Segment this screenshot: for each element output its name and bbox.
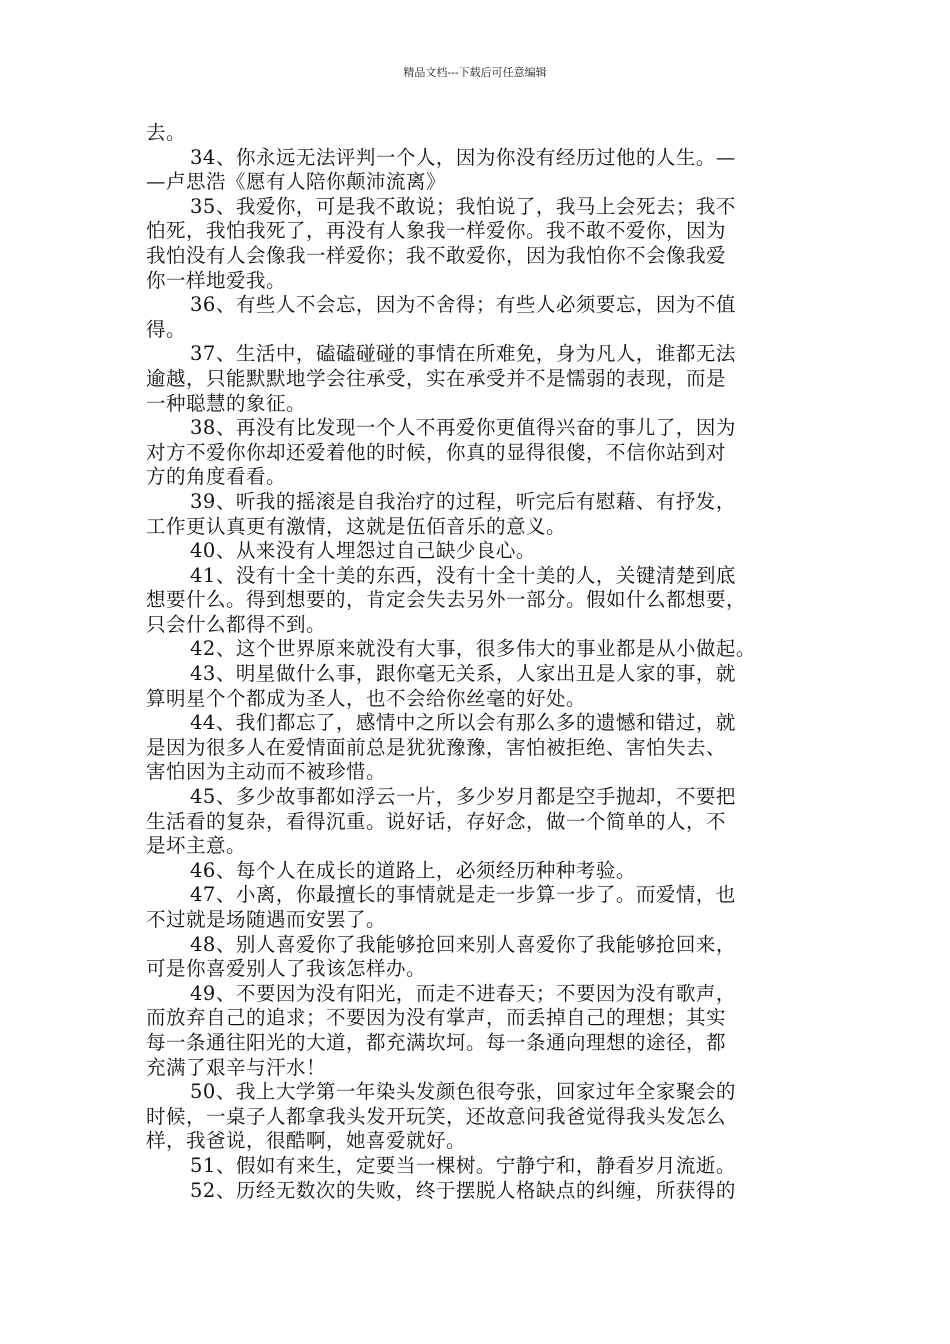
text-line: 只会什么都得不到。: [146, 612, 327, 636]
text-line: 一种聪慧的象征。: [146, 391, 307, 415]
text-line: 去。: [146, 121, 187, 144]
text-line: 样，我爸说，很酷啊，她喜爱就好。: [146, 1129, 467, 1153]
text-line: 49、不要因为没有阳光，而走不进春天；不要因为没有歌声，: [190, 981, 736, 1005]
text-line: 方的角度看看。: [146, 465, 287, 489]
text-line: 不过就是场随遇而安罢了。: [146, 908, 387, 931]
text-line: 48、别人喜爱你了我能够抢回来别人喜爱你了我能够抢回来，: [190, 932, 736, 956]
text-line: 是坏主意。: [146, 834, 247, 858]
text-line: 39、听我的摇滚是自我治疗的过程，听完后有慰藉、有抒发，: [190, 489, 736, 513]
text-line: 50、我上大学第一年染头发颜色很夸张，回家过年全家聚会的: [190, 1080, 736, 1104]
text-line: 42、这个世界原来就没有大事，很多伟大的事业都是从小做起。: [190, 637, 756, 661]
text-line: 45、多少故事都如浮云一片，多少岁月都是空手抛却，不要把: [190, 785, 736, 809]
text-line: 36、有些人不会忘，因为不舍得；有些人必须要忘，因为不值: [190, 293, 736, 317]
text-line: 43、明星做什么事，跟你毫无关系，人家出丑是人家的事，就: [190, 662, 736, 686]
text-line: 46、每个人在成长的道路上，必须经历种种考验。: [190, 858, 636, 882]
text-line: 41、没有十全十美的东西，没有十全十美的人，关键清楚到底: [190, 563, 736, 587]
text-line: 每一条通往阳光的大道，都充满坎坷。每一条通向理想的途径，都: [146, 1030, 727, 1054]
text-line: 想要什么。得到想要的，肯定会失去另外一部分。假如什么都想要，: [146, 588, 747, 612]
page-header: 精品文档---下载后可任意编辑: [403, 66, 547, 79]
text-line: 算明星个个都成为圣人，也不会给你丝毫的好处。: [146, 686, 587, 710]
text-line: 51、假如有来生，定要当一棵树。宁静宁和，静看岁月流逝。: [190, 1153, 736, 1177]
text-line: 害怕因为主动而不被珍惜。: [146, 760, 387, 784]
text-line: 35、我爱你，可是我不敢说；我怕说了，我马上会死去；我不: [190, 194, 736, 218]
text-line: 你一样地爱我。: [146, 268, 287, 292]
text-line: 我怕没有人会像我一样爱你；我不敢爱你，因为我怕你不会像我爱: [146, 243, 727, 267]
text-line: 时候，一桌子人都拿我头发开玩笑，还故意问我爸觉得我头发怎么: [146, 1104, 727, 1128]
text-line: 对方不爱你你却还爱着他的时候，你真的显得很傻，不信你站到对: [146, 440, 727, 464]
text-line: 是因为很多人在爱情面前总是犹犹豫豫，害怕被拒绝、害怕失去、: [146, 735, 727, 759]
text-line: 工作更认真更有激情，这就是伍佰音乐的意义。: [146, 514, 567, 538]
text-line: 40、从来没有人埋怨过自己缺少良心。: [190, 539, 536, 563]
text-line: 可是你喜爱别人了我该怎样办。: [146, 957, 427, 981]
text-line: 52、历经无数次的失败，终于摆脱人格缺点的纠缠，所获得的: [190, 1178, 736, 1202]
text-line: 44、我们都忘了，感情中之所以会有那么多的遗憾和错过，就: [190, 711, 736, 735]
text-line: 38、再没有比发现一个人不再爱你更值得兴奋的事儿了，因为: [190, 416, 736, 440]
text-line: 怕死，我怕我死了，再没有人象我一样爱你。我不敢不爱你，因为: [146, 219, 727, 243]
text-line: 37、生活中，磕磕碰碰的事情在所难免，身为凡人，谁都无法: [190, 342, 736, 366]
text-line: 得。: [146, 317, 187, 341]
text-line: 逾越，只能默默地学会往承受，实在承受并不是懦弱的表现，而是: [146, 366, 727, 390]
text-line: 47、小离，你最擅长的事情就是走一步算一步了。而爱情，也: [190, 883, 736, 907]
document-body: [146, 121, 814, 1203]
text-line: —卢思浩《愿有人陪你颠沛流离》: [146, 170, 447, 194]
text-line: 生活看的复杂，看得沉重。说好话，存好念，做一个简单的人，不: [146, 809, 727, 833]
text-line: 充满了艰辛与汗水！: [146, 1055, 327, 1079]
text-line: 而放弃自己的追求；不要因为没有掌声，而丢掉自己的理想；其实: [146, 1006, 727, 1030]
text-line: 34、你永远无法评判一个人，因为你没有经历过他的人生。—: [190, 145, 736, 169]
